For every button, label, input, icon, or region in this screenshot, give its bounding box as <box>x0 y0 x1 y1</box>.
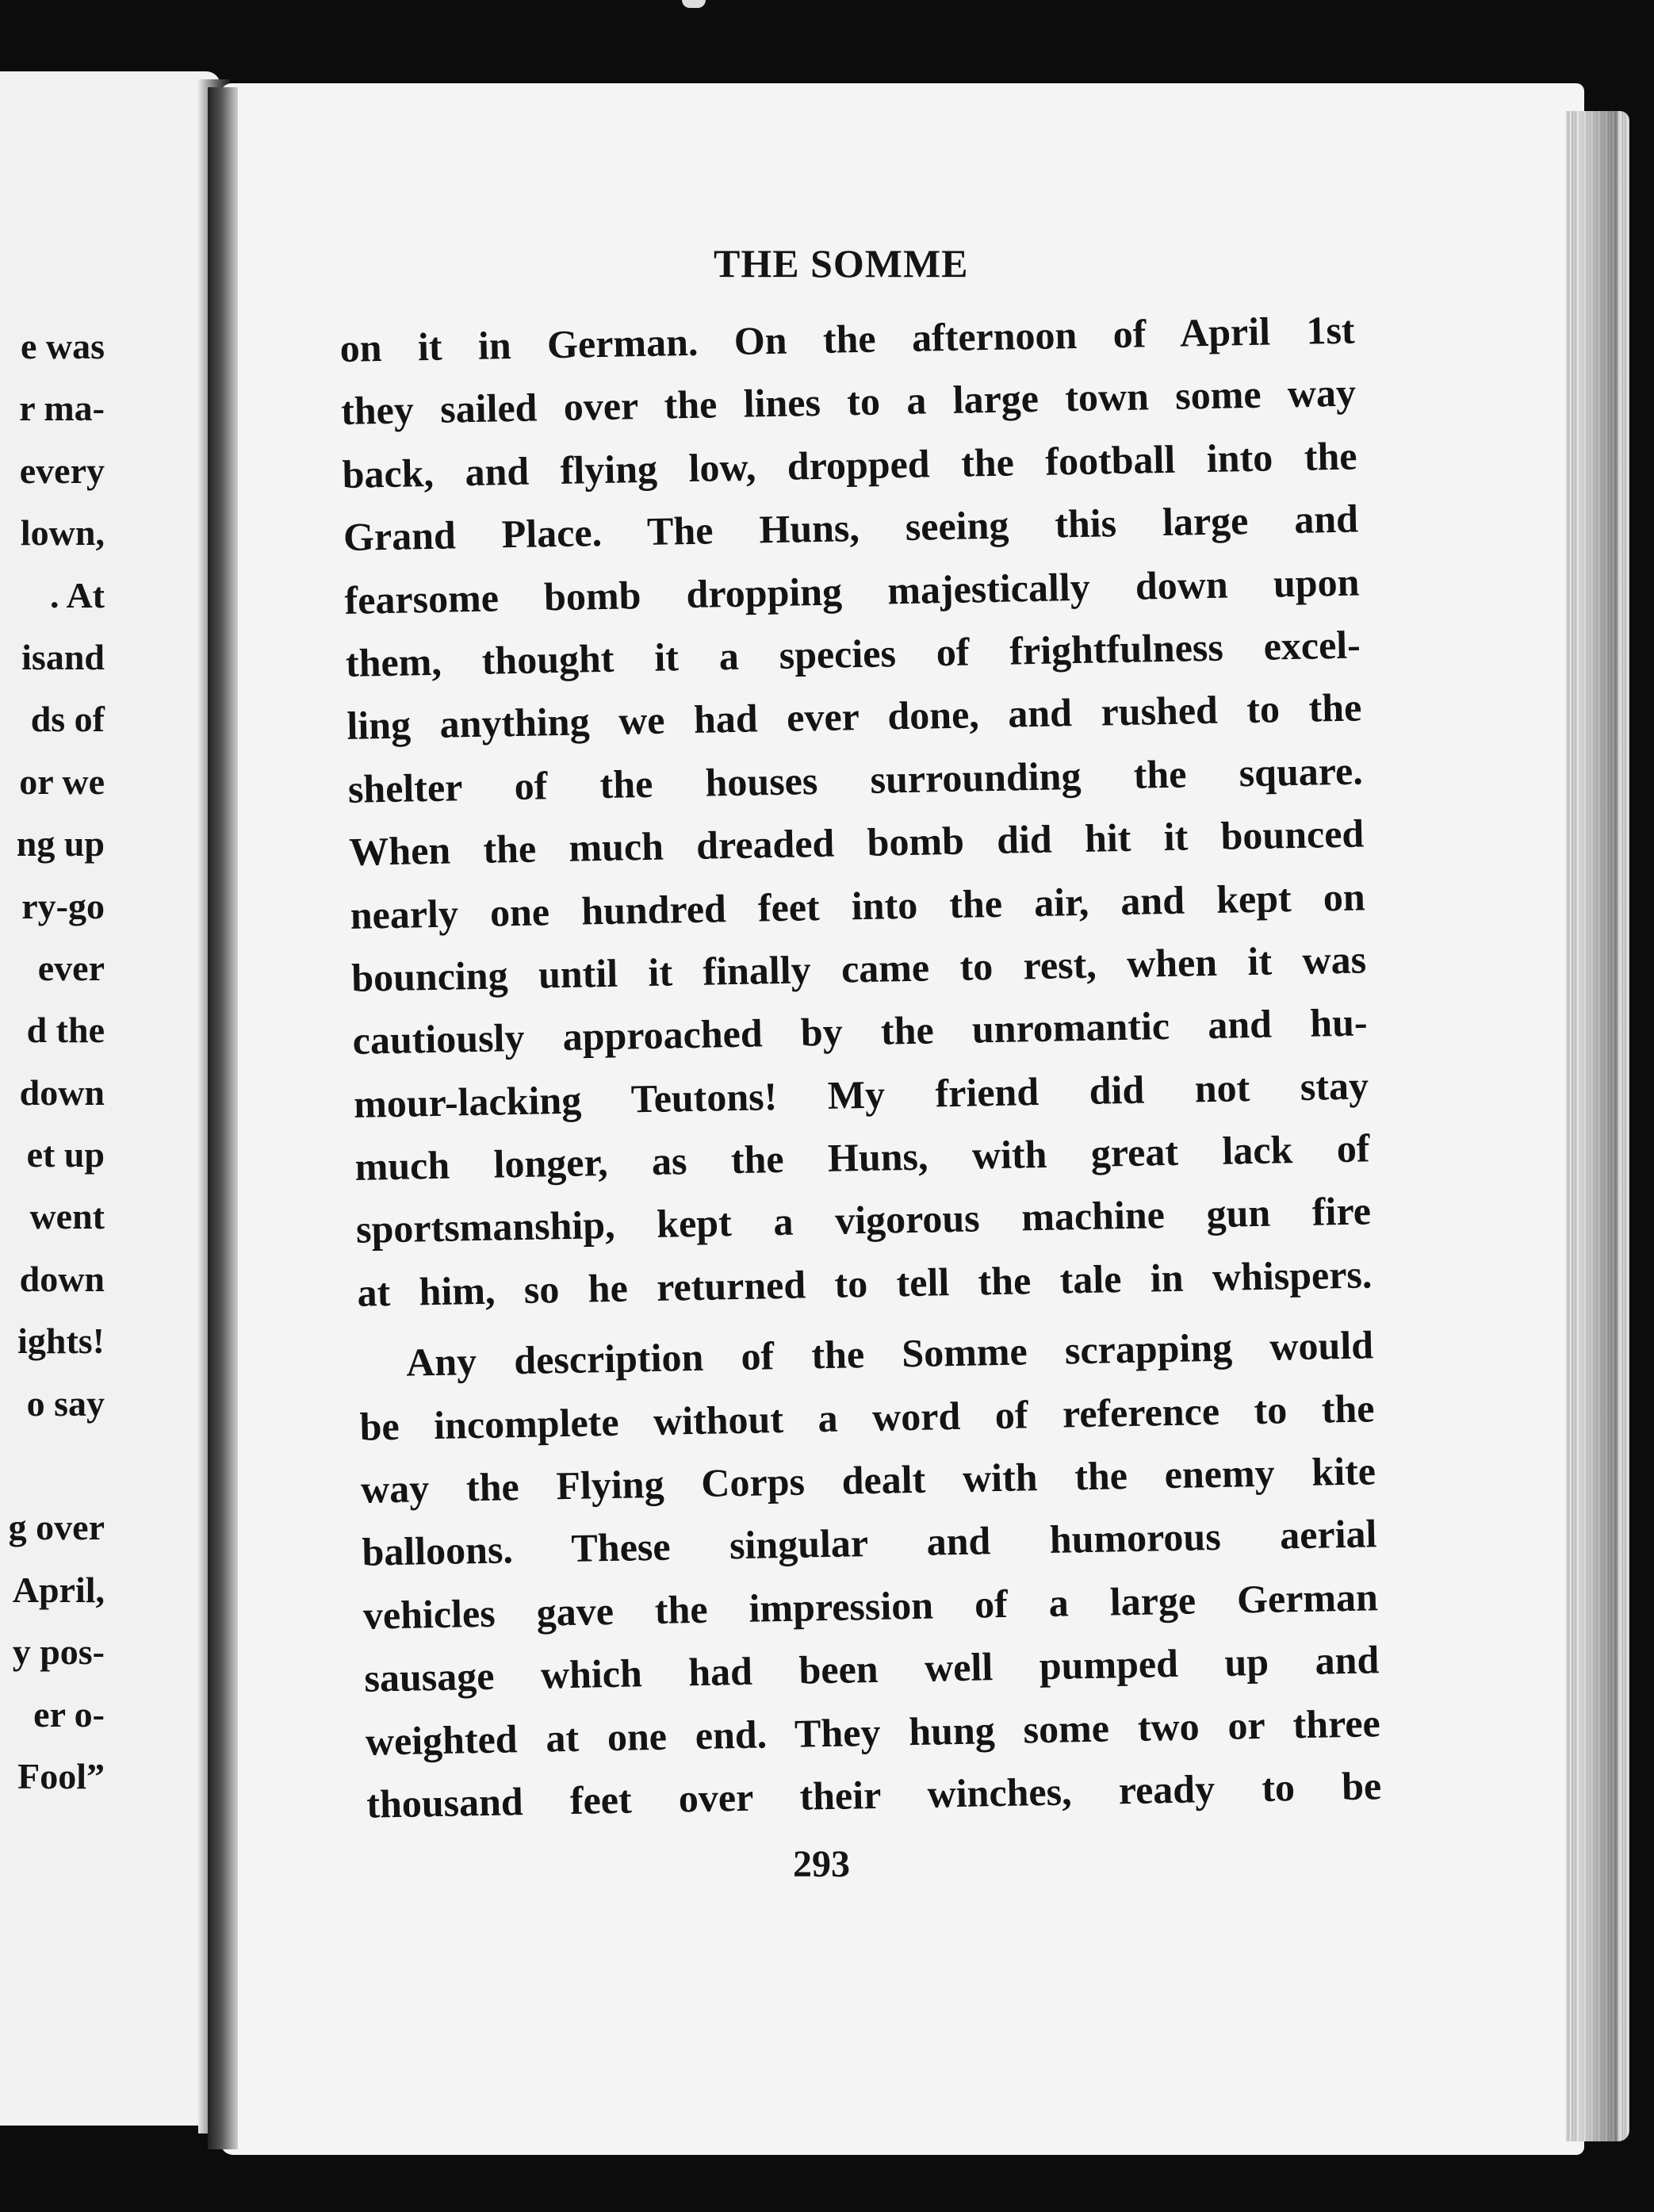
text-line: at him, so he returned to tell the tale in whispers. <box>357 1252 1373 1315</box>
text-line: much longer, as the Huns, with great lack of <box>354 1125 1370 1189</box>
right-page-gutter <box>208 87 238 2149</box>
text-line: way the Flying Corps dealt with the enemy kite <box>360 1448 1376 1512</box>
left-line: down <box>19 1258 105 1299</box>
text-line: When the much dreaded bomb did hit it bounced <box>348 811 1365 875</box>
left-line: . At <box>50 574 105 615</box>
text-line: back, and flying low, dropped the football into the <box>342 433 1357 496</box>
text-line: balloons. These singular and humorous aerial <box>362 1511 1377 1575</box>
left-line: et up <box>26 1134 105 1175</box>
left-line: down <box>19 1071 105 1113</box>
text-line: sausage which had been well pumped up and <box>363 1637 1380 1700</box>
text-line: Grand Place. The Huns, seeing this large and <box>343 496 1359 560</box>
text-line: weighted at one end. They hung some two or three <box>365 1700 1381 1764</box>
left-line: Fool” <box>17 1755 105 1796</box>
left-line: r ma- <box>19 388 105 429</box>
text-line: cautiously approached by the unromantic and hu- <box>352 999 1369 1064</box>
text-line: thousand feet over their winches, ready to be <box>366 1763 1382 1827</box>
text-line: be incomplete without a word of reference to the <box>359 1385 1375 1449</box>
left-line: ights! <box>17 1321 105 1362</box>
scan-mark <box>682 0 706 8</box>
left-line: ever <box>37 947 105 988</box>
left-line: ng up <box>16 823 105 864</box>
text-line: sportsmanship, kept a vigorous machine gun fire <box>355 1188 1372 1252</box>
left-line: g over <box>8 1507 105 1548</box>
text-line: Any description of the Somme scrapping would <box>405 1322 1374 1385</box>
text-line: vehicles gave the impression of a large German <box>362 1574 1379 1638</box>
left-page-text <box>0 316 105 1808</box>
left-line: e was <box>20 326 105 366</box>
left-line: ds of <box>30 699 105 740</box>
left-line: ry-go <box>21 885 105 926</box>
left-line: er o- <box>33 1693 105 1735</box>
left-line: o say <box>26 1382 105 1424</box>
left-line: isand <box>21 636 105 677</box>
text-line: them, thought it a species of frightfulness excel- <box>345 622 1361 685</box>
text-line: on it in German. On the afternoon of April 1st <box>339 307 1356 370</box>
text-line: they sailed over the lines to a large town some way <box>340 370 1357 434</box>
page-edges-shadow <box>1578 111 1618 2141</box>
left-line: or we <box>19 761 105 802</box>
left-line: went <box>29 1196 105 1237</box>
left-line: y pos- <box>12 1631 105 1673</box>
text-line: nearly one hundred feet into the air, and kept on <box>350 873 1366 937</box>
page-number: 293 <box>793 1843 850 1885</box>
left-line: April, <box>12 1569 105 1610</box>
left-line: d the <box>26 1010 105 1051</box>
text-line: ling anything we had ever done, and rushed to the <box>346 684 1362 749</box>
text-line: bouncing until it finally came to rest, when it was <box>350 937 1367 1000</box>
running-head: THE SOMME <box>714 241 969 286</box>
left-line: lown, <box>20 512 105 554</box>
left-line <box>0 1435 105 1497</box>
text-line: mour-lacking Teutons! My friend did not stay <box>353 1063 1369 1126</box>
text-line: shelter of the houses surrounding the square. <box>347 748 1364 811</box>
body-text <box>339 299 1382 1837</box>
text-line: fearsome bomb dropping majestically down upon <box>344 559 1360 623</box>
left-line: every <box>19 450 105 491</box>
